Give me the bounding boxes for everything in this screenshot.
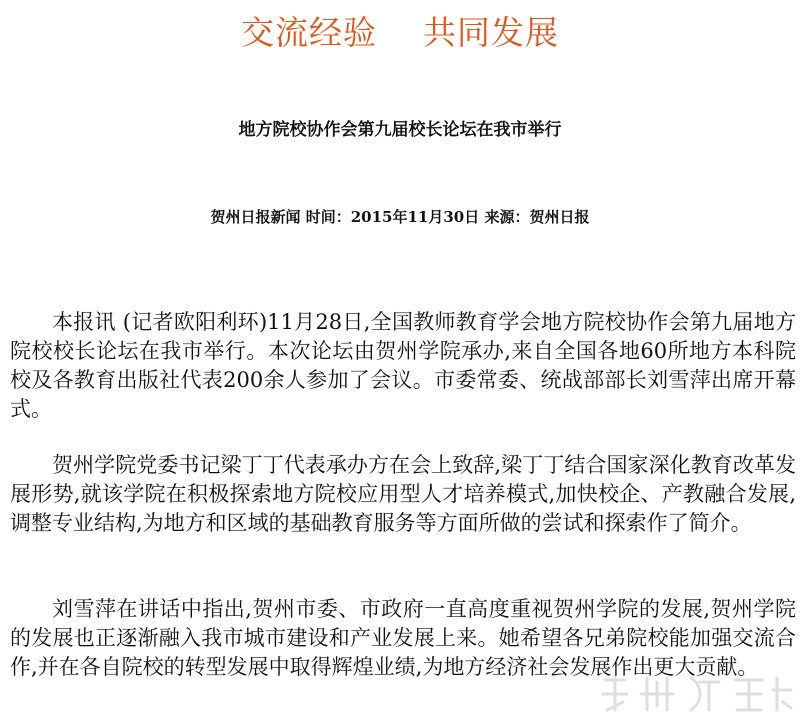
article-subtitle: 地方院校协作会第九届校长论坛在我市举行: [238, 120, 562, 140]
article-paragraph: 本报讯 (记者欧阳利环)11月28日,全国教师教育学会地方院校协作会第九届地方院校校长论坛在我市举行。本次论坛由贺州学院承办,来自全国各地60所地方本科院校及各教育出版社代表200余人参加了会议。市委常委、统战部部长刘雪萍出席开幕式。: [10, 310, 796, 421]
article-paragraph: 刘雪萍在讲话中指出,贺州市委、市政府一直高度重视贺州学院的发展,贺州学院的发展也正逐渐融入我市城市建设和产业发展上来。她希望各兄弟院校能加强交流合作,并在各自院校的转型发展中取得辉煌业绩,为地方经济社会发展作出更大贡献。: [10, 597, 796, 679]
article-paragraph: 贺州学院党委书记梁丁丁代表承办方在会上致辞,梁丁丁结合国家深化教育改革发展形势,就该学院在积极探索地方院校应用型人才培养模式,加快校企、产教融合发展,调整专业结构,为地方和区域的基础教育服务等方面所做的尝试和探索作了简介。: [10, 453, 796, 535]
watermark-logo: [595, 672, 795, 716]
article-headline: 交流经验 共同发展: [241, 13, 559, 52]
article-meta: 贺州日报新闻 时间：2015年11月30日 来源：贺州日报: [210, 208, 590, 226]
